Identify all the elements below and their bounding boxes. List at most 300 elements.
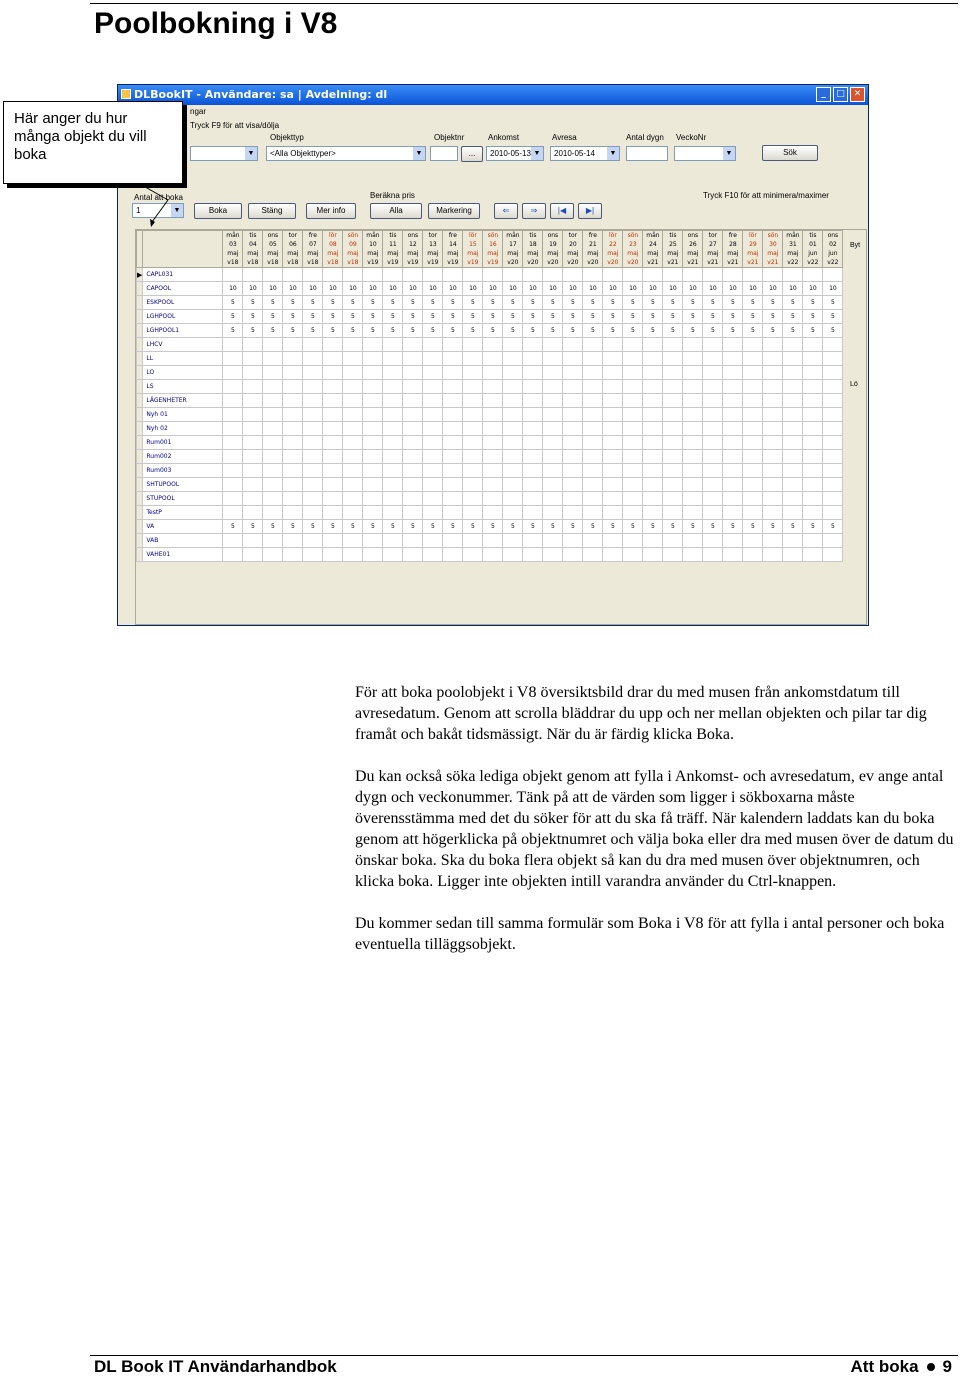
availability-cell[interactable]: 5	[503, 324, 523, 338]
availability-cell[interactable]	[303, 506, 323, 520]
availability-cell[interactable]	[283, 380, 303, 394]
availability-cell[interactable]	[443, 380, 463, 394]
availability-cell[interactable]	[283, 436, 303, 450]
availability-cell[interactable]	[283, 394, 303, 408]
availability-cell[interactable]: 5	[783, 324, 803, 338]
object-name[interactable]: LGHPOOL	[143, 310, 223, 324]
availability-cell[interactable]: 5	[323, 324, 343, 338]
availability-cell[interactable]	[343, 394, 363, 408]
availability-cell[interactable]	[463, 422, 483, 436]
object-name[interactable]: VA	[143, 520, 223, 534]
availability-cell[interactable]: 10	[343, 282, 363, 296]
availability-cell[interactable]: 5	[323, 310, 343, 324]
availability-cell[interactable]	[563, 338, 583, 352]
availability-cell[interactable]	[323, 352, 343, 366]
availability-cell[interactable]: 5	[283, 520, 303, 534]
availability-cell[interactable]	[323, 366, 343, 380]
availability-cell[interactable]	[423, 478, 443, 492]
availability-cell[interactable]	[383, 422, 403, 436]
day-header[interactable]: tis 11 maj v19	[383, 231, 403, 268]
availability-cell[interactable]	[223, 380, 243, 394]
availability-cell[interactable]	[763, 534, 783, 548]
availability-cell[interactable]	[423, 548, 443, 562]
availability-cell[interactable]	[423, 464, 443, 478]
availability-cell[interactable]	[483, 352, 503, 366]
availability-cell[interactable]	[803, 548, 823, 562]
availability-cell[interactable]	[723, 352, 743, 366]
availability-cell[interactable]	[603, 506, 623, 520]
availability-cell[interactable]	[263, 548, 283, 562]
availability-cell[interactable]: 5	[423, 310, 443, 324]
availability-cell[interactable]: 10	[563, 282, 583, 296]
availability-cell[interactable]	[643, 450, 663, 464]
availability-cell[interactable]	[463, 492, 483, 506]
availability-cell[interactable]	[763, 464, 783, 478]
availability-cell[interactable]	[563, 506, 583, 520]
availability-cell[interactable]	[503, 478, 523, 492]
availability-cell[interactable]	[803, 450, 823, 464]
availability-cell[interactable]	[383, 464, 403, 478]
availability-cell[interactable]: 5	[283, 310, 303, 324]
availability-cell[interactable]	[583, 436, 603, 450]
availability-cell[interactable]	[743, 338, 763, 352]
availability-cell[interactable]	[603, 338, 623, 352]
availability-cell[interactable]	[323, 422, 343, 436]
availability-cell[interactable]: 10	[543, 282, 563, 296]
availability-cell[interactable]	[763, 366, 783, 380]
availability-cell[interactable]	[763, 394, 783, 408]
availability-cell[interactable]	[223, 464, 243, 478]
availability-cell[interactable]	[643, 506, 663, 520]
availability-cell[interactable]	[523, 380, 543, 394]
day-header[interactable]: ons 12 maj v19	[403, 231, 423, 268]
availability-cell[interactable]	[643, 534, 663, 548]
availability-cell[interactable]	[683, 366, 703, 380]
availability-cell[interactable]: 5	[783, 520, 803, 534]
availability-cell[interactable]	[363, 492, 383, 506]
availability-cell[interactable]	[263, 478, 283, 492]
availability-cell[interactable]	[703, 450, 723, 464]
availability-cell[interactable]: 5	[623, 296, 643, 310]
availability-cell[interactable]	[503, 492, 523, 506]
availability-cell[interactable]	[543, 492, 563, 506]
availability-cell[interactable]	[663, 422, 683, 436]
chevron-down-icon[interactable]: ▼	[245, 147, 257, 160]
availability-cell[interactable]	[643, 338, 663, 352]
availability-cell[interactable]	[583, 534, 603, 548]
availability-cell[interactable]	[483, 478, 503, 492]
availability-cell[interactable]: 5	[683, 296, 703, 310]
availability-cell[interactable]	[483, 436, 503, 450]
availability-cell[interactable]	[263, 492, 283, 506]
availability-cell[interactable]	[283, 450, 303, 464]
availability-cell[interactable]	[523, 548, 543, 562]
availability-cell[interactable]	[223, 352, 243, 366]
availability-cell[interactable]	[443, 366, 463, 380]
availability-cell[interactable]	[743, 366, 763, 380]
availability-cell[interactable]	[683, 450, 703, 464]
availability-cell[interactable]	[543, 450, 563, 464]
availability-cell[interactable]	[783, 534, 803, 548]
availability-cell[interactable]	[383, 548, 403, 562]
availability-cell[interactable]	[403, 408, 423, 422]
availability-cell[interactable]	[663, 380, 683, 394]
availability-cell[interactable]	[243, 366, 263, 380]
availability-cell[interactable]	[543, 408, 563, 422]
availability-cell[interactable]	[503, 366, 523, 380]
day-header[interactable]: fre 28 maj v21	[723, 231, 743, 268]
availability-cell[interactable]	[463, 534, 483, 548]
availability-cell[interactable]	[703, 548, 723, 562]
availability-cell[interactable]: 10	[243, 282, 263, 296]
availability-cell[interactable]	[703, 492, 723, 506]
object-name[interactable]: SHTUPOOL	[143, 478, 223, 492]
availability-cell[interactable]	[363, 338, 383, 352]
availability-cell[interactable]: 5	[703, 324, 723, 338]
availability-cell[interactable]	[683, 492, 703, 506]
day-header[interactable]: fre 14 maj v19	[443, 231, 463, 268]
availability-cell[interactable]	[743, 422, 763, 436]
availability-cell[interactable]	[223, 408, 243, 422]
availability-cell[interactable]	[543, 352, 563, 366]
availability-cell[interactable]: 5	[663, 310, 683, 324]
availability-cell[interactable]: 5	[683, 310, 703, 324]
availability-cell[interactable]: 5	[503, 310, 523, 324]
day-header[interactable]: ons 05 maj v18	[263, 231, 283, 268]
availability-cell[interactable]: 10	[663, 282, 683, 296]
availability-cell[interactable]	[423, 380, 443, 394]
availability-cell[interactable]: 5	[763, 310, 783, 324]
availability-cell[interactable]: 10	[723, 282, 743, 296]
availability-cell[interactable]: 5	[383, 324, 403, 338]
availability-cell[interactable]	[603, 548, 623, 562]
availability-cell[interactable]	[243, 506, 263, 520]
availability-cell[interactable]	[783, 464, 803, 478]
object-name[interactable]: CAPOOL	[143, 282, 223, 296]
availability-cell[interactable]	[503, 422, 523, 436]
day-header[interactable]: sön 09 maj v18	[343, 231, 363, 268]
availability-cell[interactable]: 10	[303, 282, 323, 296]
availability-cell[interactable]	[323, 464, 343, 478]
availability-cell[interactable]	[563, 394, 583, 408]
availability-cell[interactable]	[483, 380, 503, 394]
availability-cell[interactable]	[663, 506, 683, 520]
chevron-down-icon[interactable]: ▼	[607, 147, 619, 160]
availability-cell[interactable]	[303, 450, 323, 464]
availability-cell[interactable]: 5	[223, 310, 243, 324]
availability-cell[interactable]	[743, 464, 763, 478]
availability-cell[interactable]: 10	[483, 282, 503, 296]
availability-cell[interactable]	[543, 394, 563, 408]
availability-cell[interactable]	[603, 464, 623, 478]
availability-cell[interactable]: 5	[663, 296, 683, 310]
availability-cell[interactable]	[283, 478, 303, 492]
availability-cell[interactable]: 10	[783, 282, 803, 296]
availability-cell[interactable]	[543, 436, 563, 450]
availability-cell[interactable]	[283, 492, 303, 506]
availability-cell[interactable]	[403, 534, 423, 548]
availability-cell[interactable]	[643, 478, 663, 492]
availability-cell[interactable]	[803, 380, 823, 394]
alla-button[interactable]: Alla	[370, 203, 422, 219]
availability-cell[interactable]	[343, 450, 363, 464]
availability-cell[interactable]	[623, 436, 643, 450]
availability-cell[interactable]: 5	[583, 310, 603, 324]
availability-cell[interactable]: 10	[523, 282, 543, 296]
availability-cell[interactable]	[723, 548, 743, 562]
availability-cell[interactable]	[663, 352, 683, 366]
object-name[interactable]: LL	[143, 352, 223, 366]
availability-cell[interactable]	[263, 394, 283, 408]
day-header[interactable]: lör 22 maj v20	[603, 231, 623, 268]
availability-cell[interactable]: 5	[723, 310, 743, 324]
availability-cell[interactable]: 10	[443, 282, 463, 296]
availability-cell[interactable]: 10	[423, 282, 443, 296]
availability-cell[interactable]	[403, 436, 423, 450]
object-name[interactable]: VAHE01	[143, 548, 223, 562]
day-header[interactable]: sön 23 maj v20	[623, 231, 643, 268]
availability-cell[interactable]	[283, 548, 303, 562]
availability-cell[interactable]	[223, 506, 243, 520]
availability-cell[interactable]	[643, 352, 663, 366]
availability-cell[interactable]	[523, 478, 543, 492]
availability-cell[interactable]: 5	[803, 520, 823, 534]
availability-cell[interactable]	[403, 450, 423, 464]
availability-cell[interactable]: 5	[483, 296, 503, 310]
availability-cell[interactable]	[703, 352, 723, 366]
availability-cell[interactable]	[523, 366, 543, 380]
availability-cell[interactable]	[683, 506, 703, 520]
availability-cell[interactable]	[363, 422, 383, 436]
availability-cell[interactable]	[343, 338, 363, 352]
availability-cell[interactable]: 5	[523, 310, 543, 324]
availability-cell[interactable]: 5	[343, 296, 363, 310]
availability-cell[interactable]	[303, 366, 323, 380]
availability-cell[interactable]	[423, 352, 443, 366]
availability-cell[interactable]: 10	[323, 282, 343, 296]
availability-cell[interactable]	[263, 436, 283, 450]
availability-cell[interactable]	[543, 464, 563, 478]
availability-cell[interactable]	[303, 352, 323, 366]
availability-cell[interactable]: 5	[643, 324, 663, 338]
availability-cell[interactable]	[243, 394, 263, 408]
availability-cell[interactable]	[623, 478, 643, 492]
availability-cell[interactable]	[323, 506, 343, 520]
availability-cell[interactable]: 5	[743, 310, 763, 324]
availability-cell[interactable]	[483, 422, 503, 436]
availability-cell[interactable]: 5	[403, 324, 423, 338]
availability-cell[interactable]	[223, 492, 243, 506]
availability-cell[interactable]	[503, 436, 523, 450]
availability-cell[interactable]	[683, 352, 703, 366]
availability-cell[interactable]	[683, 478, 703, 492]
availability-cell[interactable]	[583, 548, 603, 562]
object-name[interactable]: ESKPOOL	[143, 296, 223, 310]
availability-cell[interactable]	[383, 492, 403, 506]
availability-cell[interactable]: 5	[243, 310, 263, 324]
day-header[interactable]: mån 24 maj v21	[643, 231, 663, 268]
availability-cell[interactable]	[303, 394, 323, 408]
availability-cell[interactable]	[703, 436, 723, 450]
availability-cell[interactable]: 10	[283, 282, 303, 296]
availability-cell[interactable]	[463, 478, 483, 492]
availability-cell[interactable]	[623, 450, 643, 464]
availability-cell[interactable]	[743, 506, 763, 520]
availability-cell[interactable]	[363, 366, 383, 380]
markering-button[interactable]: Markering	[428, 203, 480, 219]
availability-cell[interactable]	[403, 478, 423, 492]
availability-cell[interactable]: 5	[523, 324, 543, 338]
availability-cell[interactable]	[403, 506, 423, 520]
availability-cell[interactable]	[363, 352, 383, 366]
availability-cell[interactable]	[503, 380, 523, 394]
maximize-icon[interactable]: □	[833, 87, 848, 102]
availability-cell[interactable]: 10	[643, 282, 663, 296]
object-name[interactable]: VAB	[143, 534, 223, 548]
availability-cell[interactable]	[803, 366, 823, 380]
availability-cell[interactable]: 5	[263, 296, 283, 310]
availability-cell[interactable]: 5	[763, 324, 783, 338]
availability-cell[interactable]	[763, 478, 783, 492]
availability-cell[interactable]: 5	[563, 310, 583, 324]
availability-cell[interactable]	[623, 534, 643, 548]
availability-cell[interactable]: 5	[703, 520, 723, 534]
availability-cell[interactable]	[803, 352, 823, 366]
availability-cell[interactable]	[243, 380, 263, 394]
availability-cell[interactable]: 5	[463, 310, 483, 324]
object-name[interactable]: CAPL031	[143, 268, 223, 282]
availability-cell[interactable]	[383, 380, 403, 394]
day-header[interactable]: fre 21 maj v20	[583, 231, 603, 268]
availability-cell[interactable]	[703, 506, 723, 520]
availability-cell[interactable]: 5	[443, 520, 463, 534]
availability-cell[interactable]: 5	[423, 296, 443, 310]
availability-cell[interactable]	[463, 366, 483, 380]
availability-cell[interactable]: 5	[263, 310, 283, 324]
availability-cell[interactable]	[463, 450, 483, 464]
availability-cell[interactable]	[823, 534, 843, 548]
availability-cell[interactable]	[383, 506, 403, 520]
availability-cell[interactable]	[823, 408, 843, 422]
availability-cell[interactable]	[583, 506, 603, 520]
availability-cell[interactable]: 5	[503, 296, 523, 310]
availability-cell[interactable]	[743, 492, 763, 506]
availability-cell[interactable]	[723, 380, 743, 394]
availability-cell[interactable]	[663, 408, 683, 422]
availability-cell[interactable]	[403, 548, 423, 562]
availability-cell[interactable]	[503, 450, 523, 464]
availability-cell[interactable]	[743, 352, 763, 366]
availability-cell[interactable]	[643, 380, 663, 394]
availability-cell[interactable]	[723, 478, 743, 492]
availability-cell[interactable]	[343, 408, 363, 422]
availability-cell[interactable]: 5	[623, 520, 643, 534]
availability-cell[interactable]: 5	[363, 520, 383, 534]
availability-cell[interactable]	[363, 548, 383, 562]
availability-cell[interactable]	[723, 506, 743, 520]
availability-cell[interactable]: 5	[643, 520, 663, 534]
boka-button[interactable]: Boka	[194, 203, 242, 219]
availability-cell[interactable]	[403, 492, 423, 506]
availability-cell[interactable]	[423, 366, 443, 380]
availability-cell[interactable]	[503, 506, 523, 520]
availability-cell[interactable]: 5	[483, 310, 503, 324]
availability-cell[interactable]	[543, 506, 563, 520]
availability-cell[interactable]	[423, 408, 443, 422]
availability-cell[interactable]	[443, 394, 463, 408]
availability-cell[interactable]	[803, 436, 823, 450]
availability-cell[interactable]	[803, 408, 823, 422]
availability-cell[interactable]	[603, 408, 623, 422]
availability-cell[interactable]	[423, 422, 443, 436]
availability-cell[interactable]	[663, 366, 683, 380]
availability-cell[interactable]: 5	[263, 324, 283, 338]
availability-cell[interactable]	[823, 450, 843, 464]
availability-cell[interactable]	[483, 534, 503, 548]
availability-cell[interactable]	[803, 506, 823, 520]
availability-cell[interactable]	[543, 422, 563, 436]
availability-cell[interactable]: 5	[383, 296, 403, 310]
availability-cell[interactable]: 5	[543, 296, 563, 310]
availability-cell[interactable]	[743, 548, 763, 562]
availability-cell[interactable]: 5	[423, 324, 443, 338]
availability-cell[interactable]	[603, 450, 623, 464]
availability-cell[interactable]: 10	[623, 282, 643, 296]
availability-cell[interactable]: 5	[763, 520, 783, 534]
availability-cell[interactable]	[723, 492, 743, 506]
object-name[interactable]: LÄGENHETER	[143, 394, 223, 408]
availability-cell[interactable]: 5	[423, 520, 443, 534]
availability-cell[interactable]	[363, 408, 383, 422]
day-header[interactable]: mån 10 maj v19	[363, 231, 383, 268]
availability-cell[interactable]: 10	[583, 282, 603, 296]
availability-cell[interactable]	[443, 352, 463, 366]
availability-cell[interactable]	[243, 478, 263, 492]
availability-cell[interactable]: 10	[263, 282, 283, 296]
availability-cell[interactable]	[603, 534, 623, 548]
availability-cell[interactable]	[443, 534, 463, 548]
availability-cell[interactable]	[643, 422, 663, 436]
availability-cell[interactable]	[463, 506, 483, 520]
availability-cell[interactable]: 5	[403, 296, 423, 310]
availability-cell[interactable]: 5	[643, 310, 663, 324]
availability-cell[interactable]	[563, 492, 583, 506]
availability-cell[interactable]	[763, 506, 783, 520]
availability-cell[interactable]: 10	[743, 282, 763, 296]
day-header[interactable]: sön 16 maj v19	[483, 231, 503, 268]
availability-cell[interactable]	[563, 366, 583, 380]
availability-cell[interactable]	[703, 338, 723, 352]
availability-cell[interactable]	[483, 450, 503, 464]
availability-cell[interactable]	[303, 464, 323, 478]
availability-cell[interactable]	[263, 380, 283, 394]
availability-cell[interactable]: 5	[363, 310, 383, 324]
availability-cell[interactable]	[803, 464, 823, 478]
mer-info-button[interactable]: Mer info	[306, 203, 356, 219]
availability-cell[interactable]	[623, 366, 643, 380]
availability-cell[interactable]	[743, 478, 763, 492]
availability-cell[interactable]: 5	[723, 520, 743, 534]
availability-cell[interactable]	[663, 450, 683, 464]
availability-cell[interactable]	[703, 408, 723, 422]
availability-cell[interactable]: 5	[323, 296, 343, 310]
availability-cell[interactable]	[743, 436, 763, 450]
availability-cell[interactable]	[383, 478, 403, 492]
availability-cell[interactable]: 5	[583, 296, 603, 310]
availability-cell[interactable]	[823, 338, 843, 352]
availability-cell[interactable]	[283, 408, 303, 422]
availability-cell[interactable]	[363, 464, 383, 478]
